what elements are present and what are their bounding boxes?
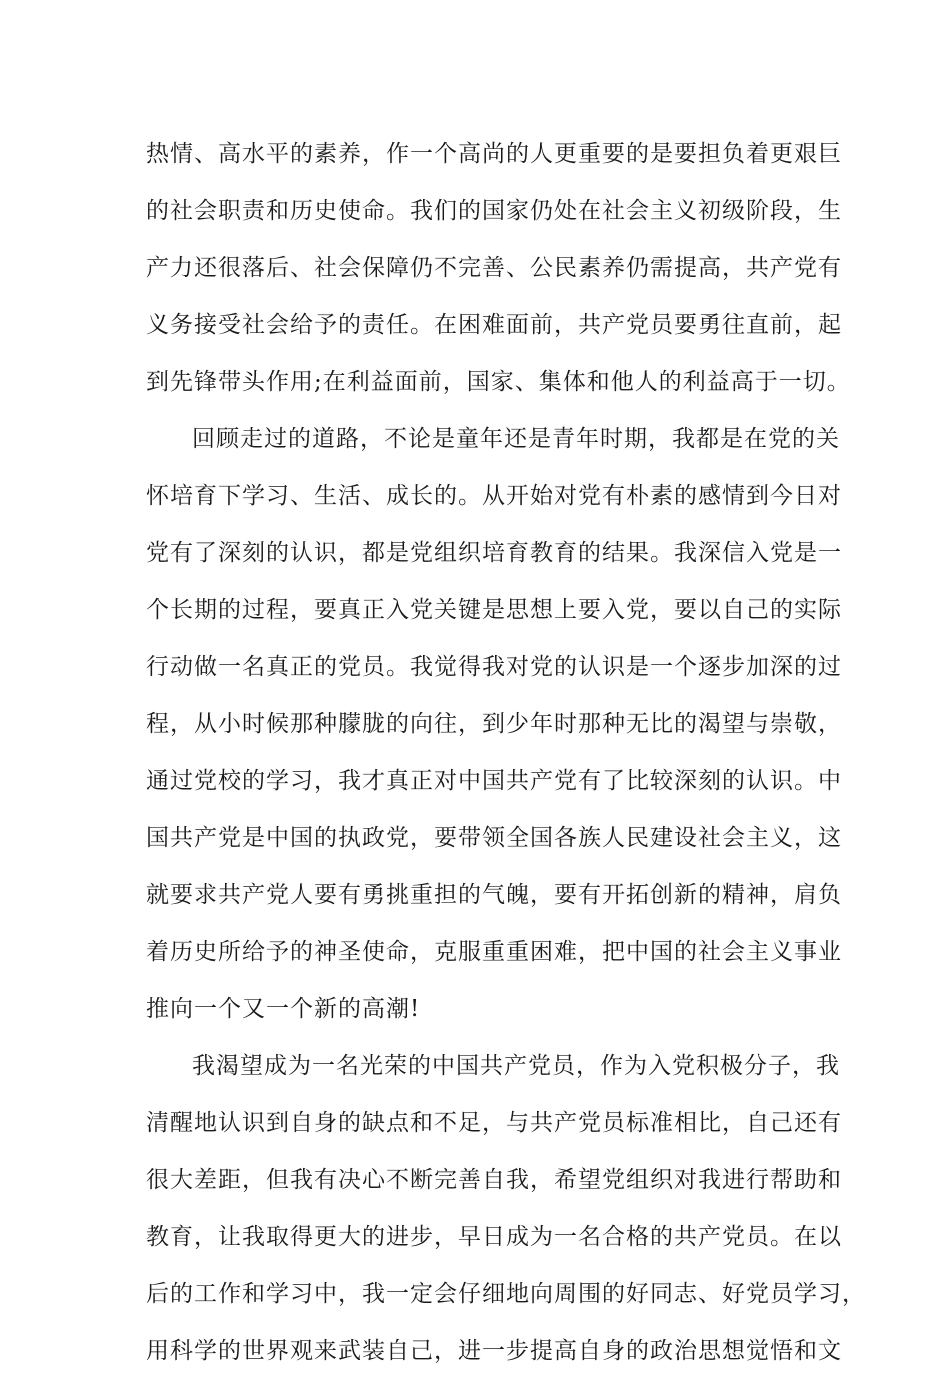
document-body	[146, 126, 866, 1380]
text-line: 回顾走过的道路，不论是童年还是青年时期，我都是在党的关	[192, 426, 840, 452]
text-line: 怀培育下学习、生活、成长的。从开始对党有朴素的感情到今日对	[146, 483, 842, 509]
text-line: 个长期的过程，要真正入党关键是思想上要入党，要以自己的实际	[146, 597, 842, 623]
paragraph-2	[146, 411, 842, 1038]
text-line: 义务接受社会给予的责任。在困难面前，共产党员要勇往直前，起	[146, 312, 842, 338]
text-line: 就要求共产党人要有勇挑重担的气魄，要有开拓创新的精神，肩负	[146, 882, 842, 908]
paragraph-3	[146, 1038, 866, 1380]
text-line: 的社会职责和历史使命。我们的国家仍处在社会主义初级阶段，生	[146, 198, 842, 224]
text-line: 我渴望成为一名光荣的中国共产党员，作为入党积极分子，我	[192, 1053, 840, 1079]
text-line: 后的工作和学习中，我一定会仔细地向周围的好同志、好党员学习，	[146, 1281, 866, 1307]
paragraph-1	[146, 126, 851, 411]
text-line: 热情、高水平的素养，作一个高尚的人更重要的是要担负着更艰巨	[146, 141, 842, 167]
text-line: 很大差距，但我有决心不断完善自我，希望党组织对我进行帮助和	[146, 1167, 842, 1193]
text-line: 着历史所给予的神圣使命，克服重重困难，把中国的社会主义事业	[146, 939, 842, 965]
text-line: 清醒地认识到自身的缺点和不足，与共产党员标准相比，自己还有	[146, 1110, 842, 1136]
text-line: 产力还很落后、社会保障仍不完善、公民素养仍需提高，共产党有	[146, 255, 842, 281]
text-line: 国共产党是中国的执政党，要带领全国各族人民建设社会主义，这	[146, 825, 842, 851]
text-line: 到先锋带头作用;在利益面前，国家、集体和他人的利益高于一切。	[146, 369, 851, 395]
text-line: 通过党校的学习，我才真正对中国共产党有了比较深刻的认识。中	[146, 768, 842, 794]
text-line: 用科学的世界观来武装自己，进一步提高自身的政治思想觉悟和文	[146, 1338, 842, 1364]
text-line: 推向一个又一个新的高潮!	[146, 996, 421, 1022]
text-line: 教育，让我取得更大的进步，早日成为一名合格的共产党员。在以	[146, 1224, 842, 1250]
text-line: 党有了深刻的认识，都是党组织培育教育的结果。我深信入党是一	[146, 540, 842, 566]
text-line: 行动做一名真正的党员。我觉得我对党的认识是一个逐步加深的过	[146, 654, 842, 680]
text-line: 程，从小时候那种朦胧的向往，到少年时那种无比的渴望与崇敬，	[146, 711, 842, 737]
